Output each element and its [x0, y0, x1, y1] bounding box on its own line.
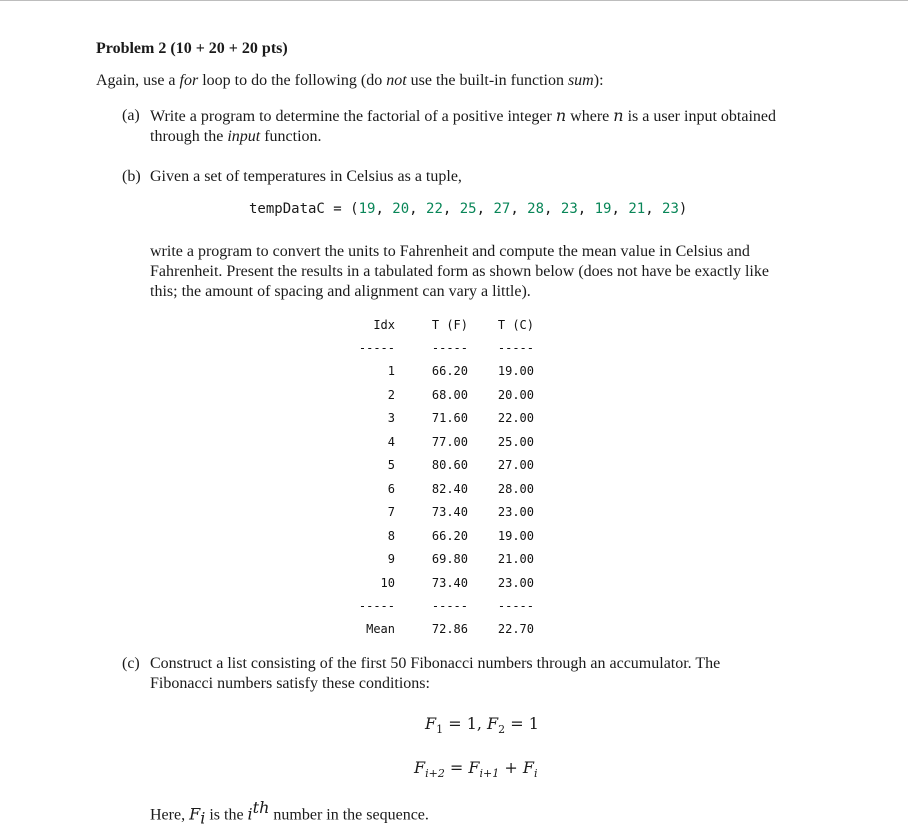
row-idx: 10: [380, 575, 395, 590]
row-tf: 69.80: [431, 552, 468, 566]
fibonacci-initial-conditions: $F_1 = 1$, $F_2 = 1$: [425, 714, 539, 737]
row-tc: 22.00: [497, 411, 534, 425]
problem-title: Problem 2 (10 + 20 + 20 pts): [96, 40, 288, 57]
row-tc: 25.00: [497, 434, 534, 449]
row-tf: 66.20: [431, 364, 468, 378]
row-tc: 23.00: [497, 575, 534, 590]
fibonacci-recurrence: $F_{i+2} = F_{i+1} + F_i$: [414, 758, 538, 781]
mean-tc: 22.70: [497, 622, 534, 636]
code-value: 28: [527, 201, 545, 217]
part-c-label: (c): [122, 655, 140, 672]
code-value: 23: [560, 201, 578, 217]
code-value: 27: [493, 201, 511, 217]
row-idx: 6: [387, 481, 395, 496]
row-tf: 77.00: [431, 434, 468, 449]
code-value: 25: [459, 201, 477, 217]
row-tf: 66.20: [431, 528, 468, 543]
row-idx: 2: [387, 387, 395, 402]
code-tuple-line: tempDataC = (19, 20, 22, 25, 27, 28, 23, 19, 21, 23): [249, 201, 688, 217]
code-value: 22: [426, 201, 443, 217]
part-a-text: Write a program to determine the factorial of a positive integer n where n is a user input obtained through the input function.: [150, 106, 776, 145]
row-tf: 73.40: [431, 505, 468, 519]
row-tf: 82.40: [431, 481, 468, 496]
row-idx: 8: [387, 528, 395, 543]
part-b-description: write a program to convert the units to Fahrenheit and compute the mean value in Celsius and Fahrenheit. Present the results in a tabulated form as shown below (does not have be exactly like this; the amount of spacing and alignment can vary a little).: [150, 243, 769, 300]
code-value: 21: [628, 201, 646, 217]
row-tc: 27.00: [497, 458, 534, 472]
header-idx: Idx: [373, 318, 395, 332]
row-idx: 7: [387, 505, 395, 519]
row-tc: 19.00: [497, 528, 534, 543]
code-value: 19: [358, 201, 376, 217]
code-value: 19: [594, 201, 612, 217]
top-border: [0, 0, 908, 1]
part-a-label: (a): [122, 107, 140, 124]
code-value: 23: [662, 201, 679, 217]
row-tf: 73.40: [431, 575, 468, 590]
mean-label: Mean: [366, 622, 395, 636]
row-tc: 23.00: [497, 505, 534, 519]
row-idx: 4: [387, 434, 395, 449]
row-tc: 19.00: [497, 364, 534, 378]
header-tf: T (F): [431, 318, 468, 332]
row-tc: 20.00: [497, 387, 534, 402]
fibonacci-note: Here, $F_i$ is the $i^{th}$ number in the sequence.: [150, 798, 429, 828]
row-idx: 5: [387, 458, 395, 472]
part-b-intro: Given a set of temperatures in Celsius as a tuple,: [150, 168, 462, 185]
mean-tf: 72.86: [431, 622, 468, 636]
code-values: 19, 20, 22, 25, 27, 28, 23, 19, 21, 23: [358, 201, 679, 217]
part-c-text: Construct a list consisting of the first 50 Fibonacci numbers through an accumulator. The Fibonacci numbers satisfy these conditions:: [150, 655, 721, 692]
code-value: 20: [392, 201, 410, 217]
row-idx: 1: [387, 364, 395, 378]
row-idx: 3: [387, 411, 395, 425]
row-tf: 68.00: [431, 387, 468, 402]
row-tc: 28.00: [497, 481, 534, 496]
part-b-label: (b): [122, 168, 141, 185]
row-tc: 21.00: [497, 552, 534, 566]
row-idx: 9: [387, 552, 395, 566]
problem-intro: Again, use a for loop to do the following (do not use the built-in function sum):: [96, 72, 604, 89]
row-tf: 80.60: [431, 458, 468, 472]
row-tf: 71.60: [431, 411, 468, 425]
header-tc: T (C): [497, 318, 534, 332]
